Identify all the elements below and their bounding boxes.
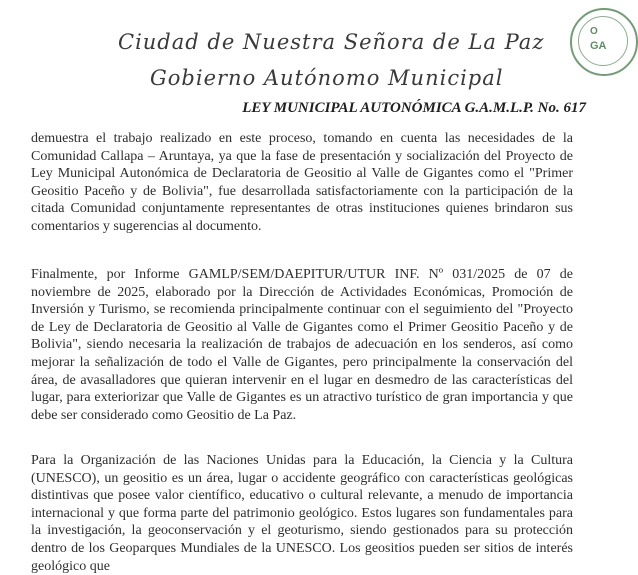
city-header: Ciudad de Nuestra Señora de La Paz	[118, 30, 545, 54]
body-paragraph-2: Finalmente, por Informe GAMLP/SEM/DAEPITUR/UTUR INF. Nº 031/2025 de 07 de noviembre de 2025, elaborado por la Dirección de Actividades Económicas, Promoción de Inversión y Turismo, se recomienda principalmente continuar con el seguimiento del "Proyecto de Ley de Declaratoria de Geositio al Valle de Gigantes como el Primer Geositio Paceño y de Bolivia", siendo necesaria la realización de trabajos de adecuación en los senderos, así como mejorar la señalización de todo el Valle de Gigantes, pero principalmente la conservación del área, de avasalladores que quieran intervenir en el lugar en desmedro de las características del lugar, para exteriorizar que Valle de Gigantes es un atractivo turístico de gran importancia y que debe ser considerado como Geositio de La Paz.	[31, 267, 573, 423]
law-reference: LEY MUNICIPAL AUTONÓMICA G.A.M.L.P. No. 617	[242, 100, 586, 116]
body-paragraph-1: demuestra el trabajo realizado en este proceso, tomando en cuenta las necesidades de la Comunidad Callapa – Aruntaya, ya que la fase de presentación y socialización del Proyecto de Ley Municipal Autonómica de Declaratoria de Geositio al Valle de Gigantes como el "Primer Geositio Paceño y de Bolivia", fue desarrollada satisfactoriamente con la participación de la citada Comunidad conjuntamente representantes de otras instituciones quienes brindaron sus comentarios y sugerencias al documento.	[31, 131, 573, 234]
seal-text-bottom: GA	[590, 40, 607, 52]
government-header: Gobierno Autónomo Municipal	[150, 66, 504, 90]
body-paragraph-3: Para la Organización de las Naciones Unidas para la Educación, la Ciencia y la Cultura (UNESCO), un geositio es un área, lugar o accidente geográfico con características geológicas distintivas que posee valor científico, educativo o cultural relevante, a menudo de importancia internacional y que forma parte del patrimonio geológico. Estos lugares son fundamentales para la investigación, la geoconservación y el geoturismo, siendo gestionados para su protección dentro de los Geoparques Mundiales de la UNESCO. Los geositios pueden ser sitios de interés geológico que	[31, 453, 573, 574]
municipal-seal-icon	[570, 8, 638, 76]
seal-text-top: O	[590, 26, 598, 37]
